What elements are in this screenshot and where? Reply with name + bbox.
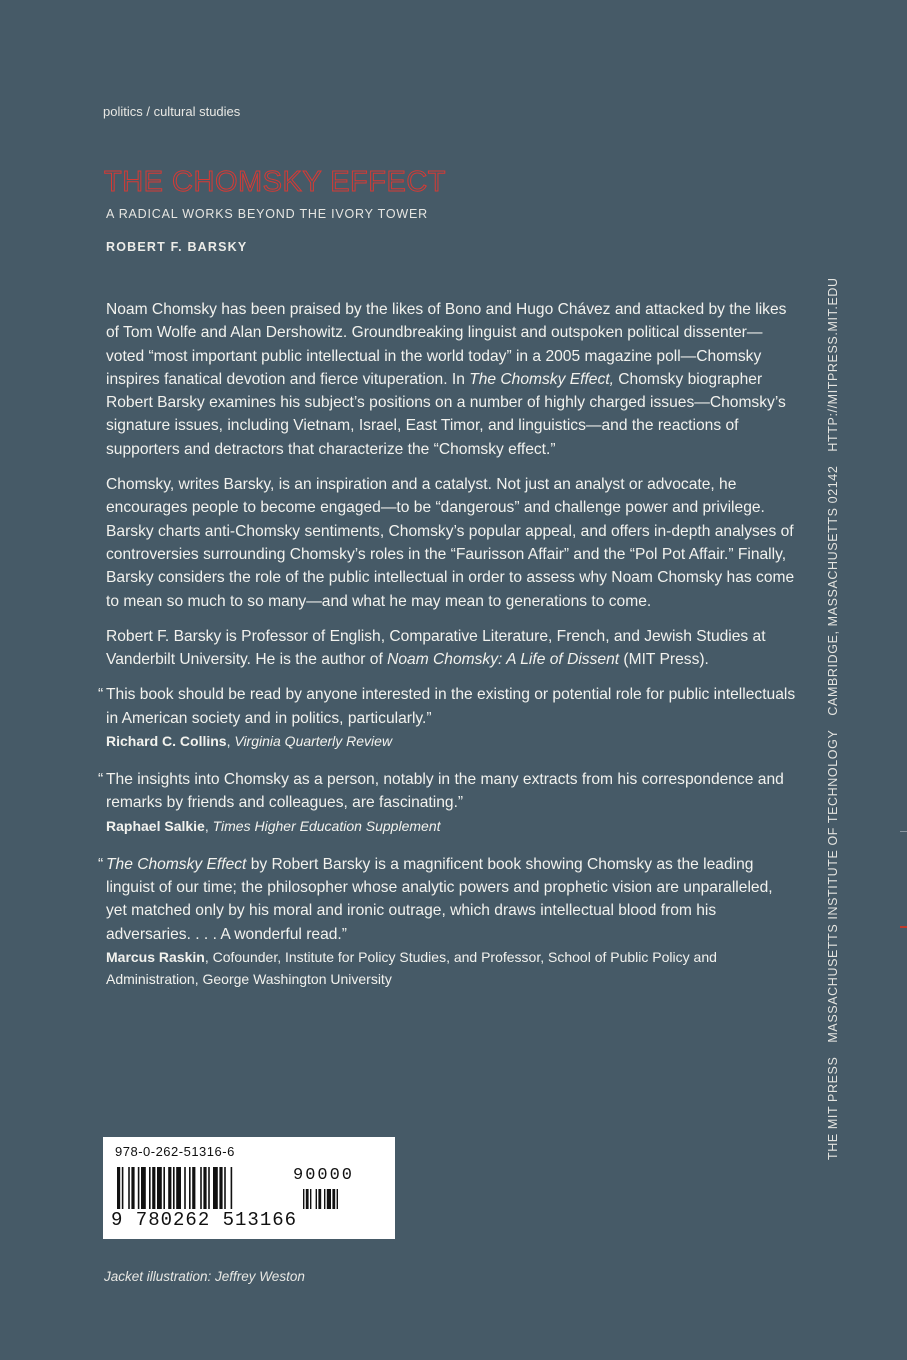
reviewer-name: Richard C. Collins [106,733,227,750]
review-quote-2: “ The insights into Chomsky as a person, notably in the many extracts from his correspondence and remarks by friends and colleagues, are fascinating.” Raphael Salkie, Times Higher Education Supplement [98,771,784,834]
description-block [98,298,796,1006]
reviewer-name: Marcus Raskin [106,948,205,965]
edge-red-mark [900,926,907,928]
review-quote-1: “ This book should be read by anyone interested in the existing or potential role for public intellectuals in American society and in politics, particularly.” Richard C. Collins, Virginia Quarterly Review [98,686,796,750]
description-paragraph-2: Chomsky, writes Barsky, is an inspiration and a catalyst. Not just an analyst or advocate, he encourages people to become engaged—to be “dangerous” and challenge power and privilege. Barsky charts anti-Chomsky sentiments, Chomsky’s popular appeal, and offers in-depth analyses of controversies surrounding Chomsky’s roles in the “Faurisson Affair” and the “Pol Pot Affair.” Finally, Barsky considers the role of the public intellectual in order to assess why Noam Chomsky has come to mean so much to so many—and what he may mean to generations to come. [106,476,795,610]
publisher-url: HTTP://MITPRESS.MIT.EDU [826,277,840,452]
description-paragraph-1: Noam Chomsky has been praised by the likes of Bono and Hugo Chávez and attacked by the likes of Tom Wolfe and Alan Dershowitz. Groundbreaking linguist and outspoken political dissenter—voted “most important public intellectual in the world today” in a 2005 magazine poll—Chomsky inspires fanatical devotion and fierce vituperation. In The Chomsky Effect, Chomsky biographer Robert Barsky examines his subject’s positions on a number of highly charged issues—Chomsky’s signature issues, including Vietnam, Israel, East Timor, and linguistics—and the reactions of supporters and detractors that characterize the “Chomsky effect.” [106,301,787,458]
isbn-barcode [103,1137,395,1239]
category-label: politics / cultural studies [103,104,241,119]
isbn-number: 978-0-262-51316-6 [115,1144,235,1159]
institute-name: MASSACHUSETTS INSTITUTE OF TECHNOLOGY [826,729,840,1043]
price-code: 90000 [293,1166,355,1185]
review-source: Virginia Quarterly Review [234,733,393,750]
ean-digits: 9 780262 513166 [111,1209,298,1231]
author-bio: Robert F. Barsky is Professor of English, Comparative Literature, French, and Jewish Studies at Vanderbilt University. He is the author of Noam Chomsky: A Life of Dissent (MIT Press). [106,627,766,669]
publisher-location: CAMBRIDGE, MASSACHUSETTS 02142 [826,465,840,716]
review-source: Times Higher Education Supplement [212,817,441,834]
review-quote-3: “ The Chomsky Effect by Robert Barsky is a magnificent book showing Chomsky as the leading linguist of our time; the philosopher whose analytic powers and prophetic vision are unparalleled, yet matched only by his moral and ironic outrage, which draws intellectual blood from his adversaries. . . . A wonderful read.” Marcus Raskin, Cofounder, Institute for Policy Studies, and Professor, School of Public Policy and Administration, George Washington University [98,855,773,987]
author-name: ROBERT F. BARSKY [106,240,248,254]
book-subtitle: A RADICAL WORKS BEYOND THE IVORY TOWER [106,207,428,221]
reviewer-name: Raphael Salkie [106,817,205,834]
review-source: , Cofounder, Institute for Policy Studies, and Professor, School of Public Policy and Administration, George Washington University [106,948,717,987]
jacket-credit: Jacket illustration: Jeffrey Weston [104,1269,305,1284]
book-title: THE CHOMSKY EFFECT [104,166,446,198]
publisher-name: THE MIT PRESS [826,1056,840,1160]
edge-divider [900,831,907,832]
spine-publisher-info [826,263,840,1160]
